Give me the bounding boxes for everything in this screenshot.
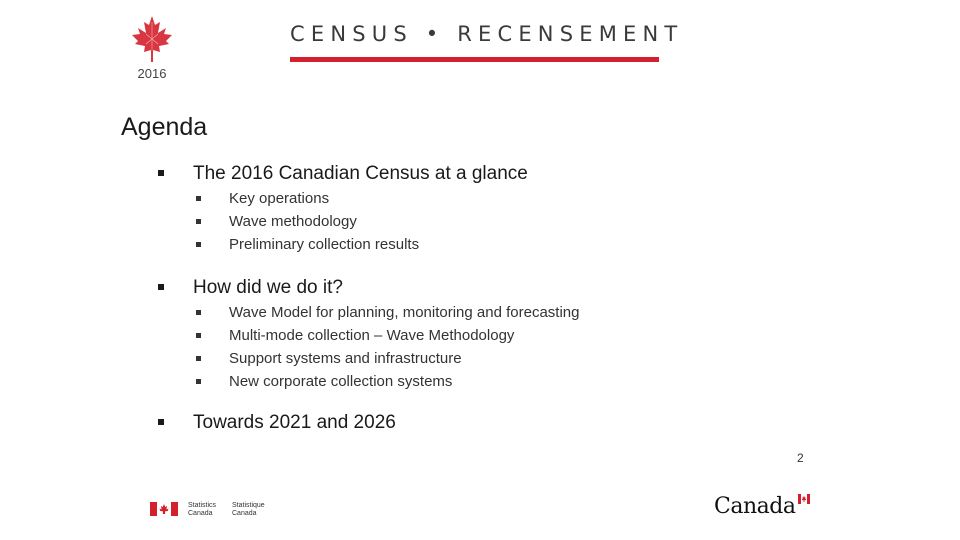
square-bullet-icon: [158, 284, 164, 290]
agenda-subitem-label: New corporate collection systems: [229, 373, 453, 390]
square-bullet-icon: [196, 219, 201, 224]
square-bullet-icon: [196, 196, 201, 201]
logo-year: 2016: [137, 66, 167, 81]
canada-wordmark-text: Canada: [714, 494, 796, 519]
agenda-title: Agenda: [121, 113, 208, 141]
census-2016-logo: [126, 14, 178, 84]
statcan-english: [188, 502, 216, 518]
agenda-subitem-label: Support systems and infrastructure: [229, 350, 462, 367]
canada-flag-icon: [150, 502, 178, 516]
agenda-subitem-label: Key operations: [229, 190, 330, 207]
statcan-french: [232, 502, 265, 518]
page-number: 2: [797, 451, 804, 465]
square-bullet-icon: [196, 333, 201, 338]
square-bullet-icon: [196, 310, 201, 315]
agenda-section-label: Towards 2021 and 2026: [193, 412, 396, 433]
census-title: CENSUS • RECENSEMENT: [290, 22, 684, 46]
agenda-section-label: How did we do it?: [193, 277, 343, 298]
agenda-subitem-label: Wave methodology: [229, 213, 357, 230]
wordmark-flag-icon: [798, 494, 810, 504]
agenda-subitem-label: Multi-mode collection – Wave Methodology: [229, 327, 515, 344]
square-bullet-icon: [158, 419, 164, 425]
agenda-subitem-label: Wave Model for planning, monitoring and forecasting: [229, 304, 580, 321]
agenda-subitem-label: Preliminary collection results: [229, 236, 420, 253]
square-bullet-icon: [158, 170, 164, 176]
square-bullet-icon: [196, 379, 201, 384]
maple-leaf-icon: [126, 14, 178, 66]
census-banner: [290, 22, 684, 64]
square-bullet-icon: [196, 356, 201, 361]
square-bullet-icon: [196, 242, 201, 247]
statcan-fr-line1: Statistique: [232, 502, 265, 509]
census-red-rule: [290, 57, 659, 62]
statistics-canada-signature: [150, 500, 280, 520]
agenda-section-label: The 2016 Canadian Census at a glance: [193, 163, 528, 184]
statcan-en-line2: Canada: [188, 510, 213, 517]
statcan-fr-line2: Canada: [232, 510, 257, 517]
statcan-en-line1: Statistics: [188, 502, 217, 509]
canada-wordmark: [714, 494, 810, 520]
